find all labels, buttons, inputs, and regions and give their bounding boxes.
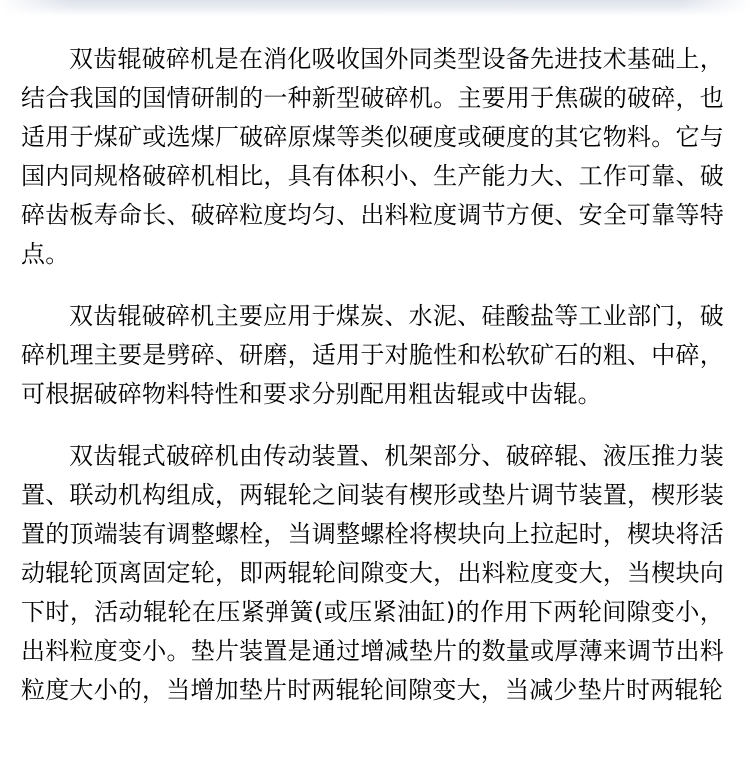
- paragraph-crusher-applications: 双齿辊破碎机主要应用于煤炭、水泥、硅酸盐等工业部门，破碎机理主要是劈碎、研磨，适用于对脆性和松软矿石的粗、中碎，可根据破碎物料特性和要求分别配用粗齿辊或中齿辊。: [21, 302, 724, 408]
- page-top-shadow: [0, 0, 750, 16]
- paragraph-crusher-intro: 双齿辊破碎机是在消化吸收国外同类型设备先进技术基础上，结合我国的国情研制的一种新型破碎机。主要用于焦碳的破碎，也适用于煤矿或选煤厂破碎原煤等类似硬度或硬度的其它物料。它与国内同规格破碎机相比，具有体积小、生产能力大、工作可靠、破碎齿板寿命长、破碎粒度均匀、出料粒度调节方便、安全可靠等特点。: [21, 45, 724, 268]
- paragraph-crusher-structure: 双齿辊式破碎机由传动装置、机架部分、破碎辊、液压推力装置、联动机构组成，两辊轮之间装有楔形或垫片调节装置，楔形装置的顶端装有调整螺栓，当调整螺栓将楔块向上拉起时，楔块将活动辊轮顶离固定轮，即两辊轮间隙变大，出料粒度变大，当楔块向下时，活动辊轮在压紧弹簧(或压紧油缸)的作用下两轮间隙变小，出料粒度变小。垫片装置是通过增减垫片的数量或厚薄来调节出料粒度大小的，当增加垫片时两辊轮间隙变大，当减少垫片时两辊轮: [21, 442, 724, 704]
- document-page: [21, 40, 724, 733]
